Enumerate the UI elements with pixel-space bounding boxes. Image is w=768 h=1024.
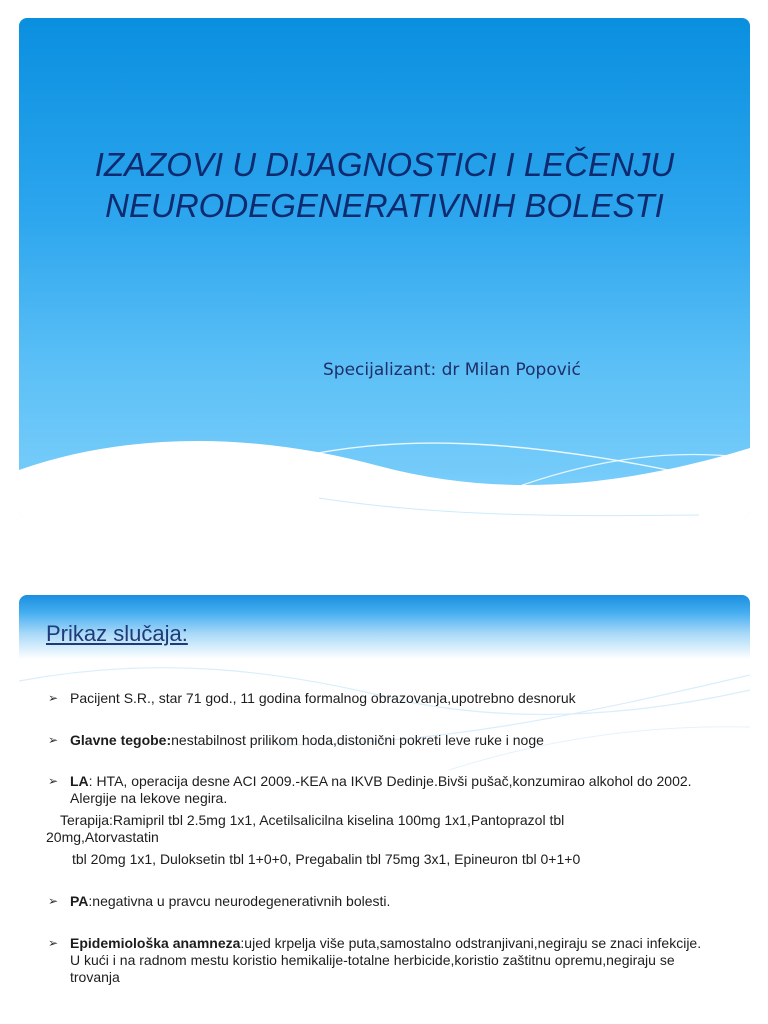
- arrow-bullet-icon: ➢: [48, 894, 59, 908]
- bullet-text: nestabilnost prilikom hoda,distonični pokreti leve ruke i noge: [171, 732, 544, 748]
- therapy-line-2: 20mg,Atorvastatin: [46, 829, 159, 845]
- title-slide: [19, 18, 750, 518]
- bullet-text: Pacijent S.R., star 71 god., 11 godina formalnog obrazovanja,upotrebno desnoruk: [70, 690, 576, 706]
- bullet-label: Glavne tegobe:: [70, 732, 172, 748]
- presenter-subtitle: Specijalizant: dr Milan Popović: [323, 360, 581, 380]
- wave-decoration: [19, 18, 750, 518]
- bullet-epidemiology: [48, 935, 728, 986]
- bullet-label: PA: [70, 893, 89, 909]
- bullet-text: :negativna u pravcu neurodegenerativnih bolesti.: [88, 893, 391, 909]
- bullet-text: :ujed krpelja više puta,samostalno odstranjivani,negiraju se znaci infekcije. U kući i na radnom mestu koristio hemikalije-totalne herbicide,koristio zaštitnu opremu,negiraju se trovanja: [70, 935, 702, 985]
- bullet-patient: [48, 690, 728, 707]
- bullet-complaints: [48, 732, 728, 749]
- case-heading: Prikaz slučaja:: [46, 621, 188, 646]
- bullet-label: LA: [70, 773, 89, 789]
- arrow-bullet-icon: ➢: [48, 733, 59, 747]
- bullet-la: [48, 773, 728, 807]
- arrow-bullet-icon: ➢: [48, 691, 59, 705]
- therapy-line-1: Terapija:Ramipril tbl 2.5mg 1x1, Acetilsalicilna kiselina 100mg 1x1,Pantoprazol tbl: [60, 812, 565, 828]
- arrow-bullet-icon: ➢: [48, 936, 59, 950]
- bullet-text: : HTA, operacija desne ACI 2009.-KEA na IKVB Dedinje.Bivši pušač,konzumirao alkohol do 2002. Alergije na lekove negira.: [70, 773, 692, 806]
- bullet-pa: [48, 893, 728, 910]
- bullet-label: Epidemiološka anamneza: [70, 935, 241, 951]
- title-line-1: IZAZOVI U DIJAGNOSTICI I LEČENJU: [94, 146, 675, 183]
- title-line-2: NEURODEGENERATIVNIH BOLESTI: [105, 187, 664, 224]
- arrow-bullet-icon: ➢: [48, 774, 59, 788]
- slide-title: [19, 144, 750, 226]
- therapy-line-3: tbl 20mg 1x1, Duloksetin tbl 1+0+0, Pregabalin tbl 75mg 3x1, Epineuron tbl 0+1+0: [72, 851, 581, 867]
- case-slide: [19, 595, 750, 1024]
